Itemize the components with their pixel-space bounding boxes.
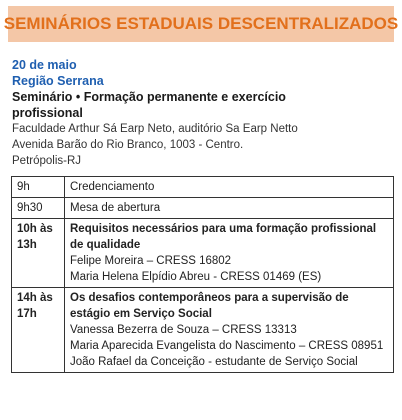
- activity-cell: [65, 219, 394, 288]
- talk-title: Requisitos necessários para uma formação profissional de qualidade: [70, 223, 377, 251]
- schedule-table: [11, 176, 394, 373]
- activity-cell: [65, 177, 394, 198]
- table-row: [12, 177, 394, 198]
- speaker: Vanessa Bezerra de Souza – CRESS 13313: [70, 324, 297, 336]
- speaker: Maria Helena Elpídio Abreu - CRESS 01469 (ES): [70, 271, 322, 283]
- seminar-title: Seminário • Formação permanente e exercício profissional: [12, 90, 286, 120]
- talk-title: Os desafios contemporâneos para a supervisão de estágio em Serviço Social: [70, 292, 349, 320]
- time-cell: 9h30: [12, 198, 65, 219]
- activity-cell: [65, 288, 394, 373]
- time-cell: 10h às 13h: [12, 219, 65, 288]
- speaker: Felipe Moreira – CRESS 16802: [70, 255, 232, 267]
- activity-text: Mesa de abertura: [70, 202, 161, 214]
- speaker: João Rafael da Conceição - estudante de Serviço Social: [70, 356, 358, 368]
- venue-line: Faculdade Arthur Sá Earp Neto, auditório Sa Earp Netto: [12, 123, 298, 135]
- event-info: [12, 57, 398, 169]
- speaker: Maria Aparecida Evangelista do Nascimento – CRESS 08951: [70, 340, 384, 352]
- table-row: [12, 219, 394, 288]
- activity-text: Credenciamento: [70, 181, 155, 193]
- event-date: 20 de maio: [12, 58, 77, 72]
- time-cell: 14h às 17h: [12, 288, 65, 373]
- city-line: Petrópolis-RJ: [12, 155, 82, 167]
- table-row: [12, 198, 394, 219]
- header-banner: [3, 6, 399, 42]
- time-cell: 9h: [12, 177, 65, 198]
- page-title: SEMINÁRIOS ESTADUAIS DESCENTRALIZADOS: [3, 14, 399, 33]
- address-line: Avenida Barão do Rio Branco, 1003 - Centro.: [12, 139, 244, 151]
- event-region: Região Serrana: [12, 74, 104, 88]
- table-row: [12, 288, 394, 373]
- activity-cell: [65, 198, 394, 219]
